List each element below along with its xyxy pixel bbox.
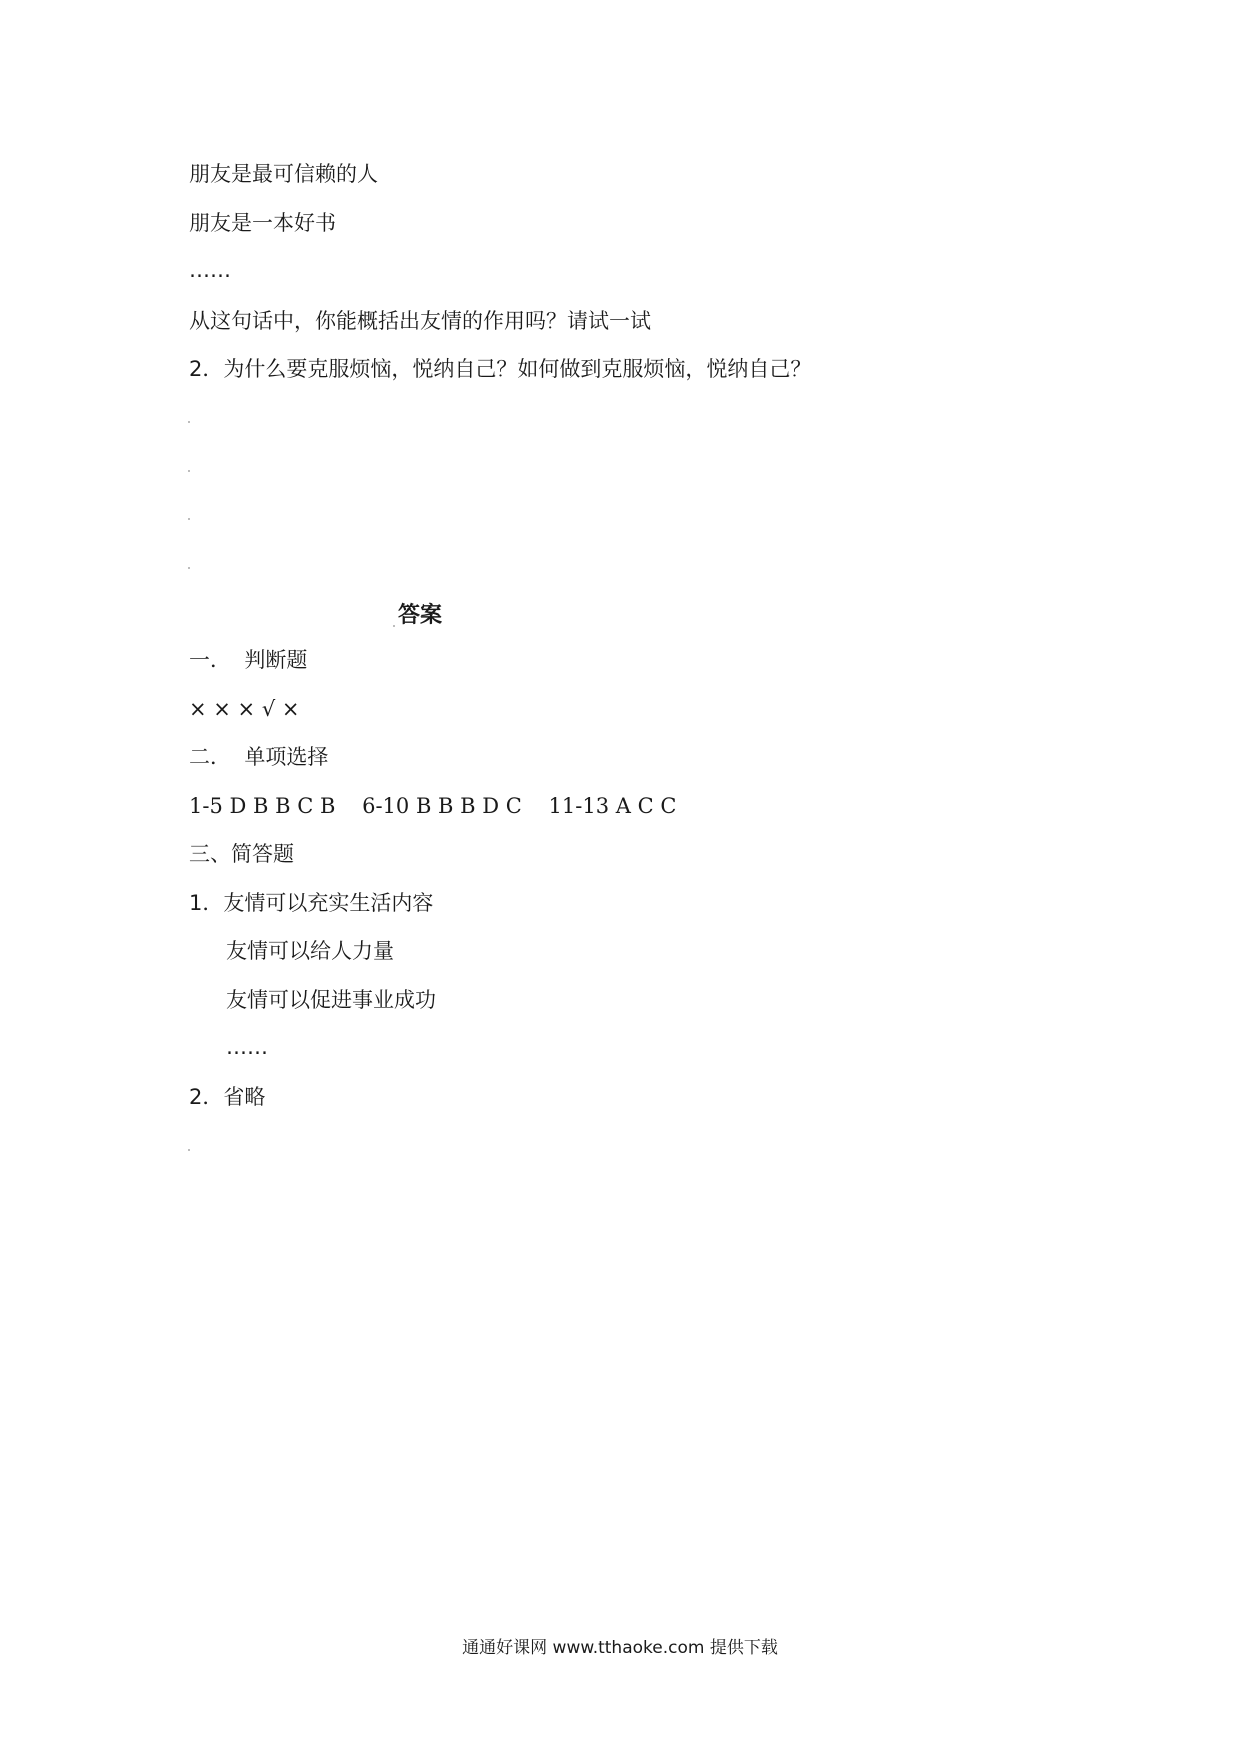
scan-dot xyxy=(188,518,190,520)
scan-dot xyxy=(393,625,395,627)
section-3-answer-1-ellipsis: …… xyxy=(226,1035,268,1059)
section-1-answers: × × × √ × xyxy=(189,697,300,721)
section-3-answer-2: 2．省略 xyxy=(189,1085,266,1109)
scan-dot xyxy=(188,421,190,423)
question-ellipsis: …… xyxy=(189,258,231,282)
question-line-1: 朋友是最可信赖的人 xyxy=(189,162,378,186)
question-line-2: 朋友是一本好书 xyxy=(189,211,336,235)
page-footer: 通通好课网 www.tthaoke.com 提供下载 xyxy=(462,1638,778,1658)
answers-title: 答案 xyxy=(398,603,443,628)
scan-dot xyxy=(188,567,190,569)
section-2-heading: 二． 单项选择 xyxy=(189,745,329,769)
section-3-answer-1: 1．友情可以充实生活内容 xyxy=(189,891,434,915)
section-3-answer-1-line-2: 友情可以给人力量 xyxy=(226,939,394,963)
scan-dot xyxy=(188,1149,190,1151)
section-3-heading: 三、简答题 xyxy=(189,842,294,866)
question-2: 2．为什么要克服烦恼，悦纳自己？如何做到克服烦恼，悦纳自己？ xyxy=(189,357,812,381)
section-1-heading: 一． 判断题 xyxy=(189,648,308,672)
section-2-answers: 1-5 D B B C B 6-10 B B B D C 11-13 A C C xyxy=(189,794,677,818)
section-3-answer-1-line-3: 友情可以促进事业成功 xyxy=(226,988,436,1012)
scan-dot xyxy=(188,470,190,472)
question-prompt: 从这句话中，你能概括出友情的作用吗？请试一试 xyxy=(189,309,651,333)
